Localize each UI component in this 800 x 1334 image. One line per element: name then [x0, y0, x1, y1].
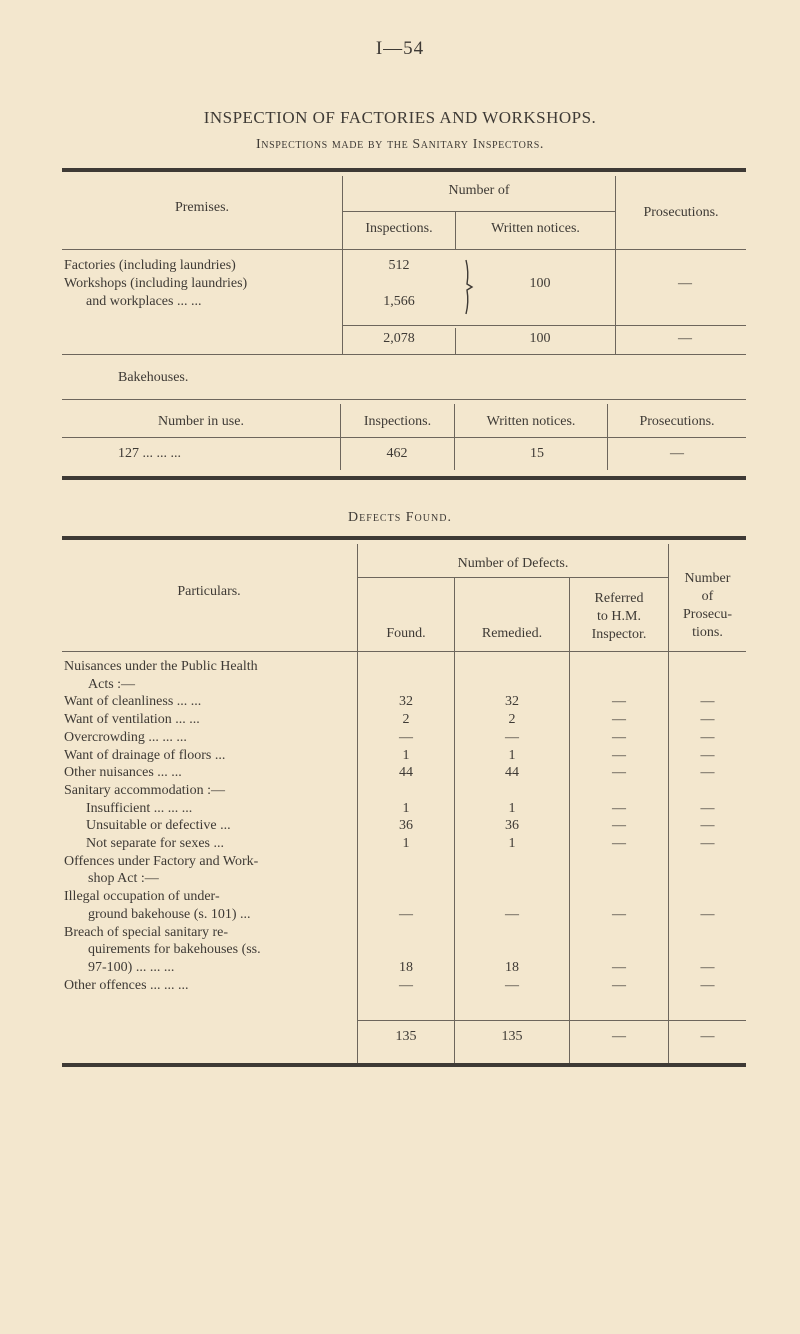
header-found: Found.	[386, 626, 426, 641]
found-cell: —	[399, 906, 413, 922]
premises-written-notices-value: 100	[529, 276, 551, 291]
remedied-cell	[455, 782, 569, 800]
header-prosecutions-line: tions.	[692, 625, 723, 640]
referred-cell: —	[612, 836, 626, 852]
referred-cell: —	[612, 765, 626, 781]
rule	[343, 211, 615, 212]
defect-row-label: Want of ventilation ... ...	[64, 712, 200, 728]
header-number-in-use: Number in use.	[158, 414, 244, 429]
prosecutions-cell	[669, 782, 746, 800]
remedied-cell: —	[505, 977, 519, 993]
rule	[455, 328, 456, 354]
premises-total-prosecutions: —	[678, 331, 692, 346]
found-cell	[358, 888, 454, 906]
page-subtitle: Inspections made by the Sanitary Inspectors.	[256, 137, 544, 152]
defect-row-label: Other offences ... ... ...	[64, 977, 189, 993]
table-bottom-rule	[62, 476, 746, 480]
defect-row-label: Insufficient ... ... ...	[86, 800, 193, 816]
defect-row-label: Illegal occupation of under-	[64, 889, 220, 905]
header-prosecutions: Prosecutions.	[643, 205, 719, 220]
remedied-cell: 1	[508, 747, 516, 763]
header-referred	[570, 590, 668, 644]
premises-total-written-notices: 100	[529, 331, 551, 346]
defect-row-label: Acts :—	[88, 676, 136, 692]
header-written-notices: Written notices.	[491, 221, 580, 236]
defect-row-label: ground bakehouse (s. 101) ...	[88, 906, 251, 922]
total-found: 135	[395, 1029, 417, 1044]
page-title: INSPECTION OF FACTORIES AND WORKSHOPS.	[203, 108, 597, 127]
referred-cell: —	[612, 800, 626, 816]
remedied-cell	[455, 870, 569, 888]
rule	[342, 176, 343, 354]
found-cell: 36	[399, 818, 413, 834]
header-written-notices: Written notices.	[486, 414, 576, 429]
found-cell	[358, 658, 454, 676]
referred-cell	[570, 676, 668, 694]
prosecutions-cell: —	[700, 800, 715, 816]
header-prosecutions-line: Prosecu-	[683, 607, 732, 622]
found-column	[358, 658, 454, 994]
prosecutions-cell: —	[700, 729, 715, 745]
table-top-rule	[62, 536, 746, 540]
prosecutions-cell	[669, 853, 746, 871]
remedied-cell	[455, 924, 569, 942]
prosecutions-cell: —	[700, 906, 715, 922]
referred-cell	[570, 888, 668, 906]
bakehouses-label: Bakehouses.	[118, 370, 189, 385]
referred-cell: —	[612, 729, 626, 745]
remedied-cell	[455, 941, 569, 959]
found-cell: 32	[399, 694, 413, 710]
referred-cell	[570, 658, 668, 676]
found-cell: 2	[402, 712, 410, 728]
found-cell	[358, 853, 454, 871]
remedied-cell	[455, 676, 569, 694]
defect-row-label: Breach of special sanitary re-	[64, 924, 229, 940]
total-remedied: 135	[501, 1029, 523, 1044]
header-inspections: Inspections.	[365, 221, 433, 236]
remedied-cell	[455, 888, 569, 906]
table-top-rule	[62, 168, 746, 172]
found-cell: 1	[402, 747, 410, 763]
premises-row-label: Workshops (including laundries)	[64, 276, 248, 291]
bakehouses-inspections: 462	[386, 446, 408, 461]
prosecutions-cell: —	[700, 712, 715, 728]
prosecutions-column	[669, 658, 746, 994]
prosecutions-cell	[669, 941, 746, 959]
prosecutions-cell	[669, 676, 746, 694]
referred-cell: —	[612, 694, 626, 710]
defect-row-label: Nuisances under the Public Health	[64, 659, 258, 674]
found-cell	[358, 782, 454, 800]
defects-labels	[64, 658, 261, 994]
remedied-cell: 1	[508, 800, 516, 816]
prosecutions-cell	[669, 888, 746, 906]
prosecutions-cell: —	[700, 977, 715, 993]
premises-prosecutions-value: —	[678, 276, 692, 291]
remedied-cell: 32	[505, 694, 519, 710]
defect-row-label: shop Act :—	[88, 871, 159, 887]
header-prosecutions: Prosecutions.	[639, 414, 715, 429]
prosecutions-cell	[669, 924, 746, 942]
found-cell: 1	[402, 800, 410, 816]
defect-row-label: Unsuitable or defective ...	[86, 818, 231, 834]
brace-icon	[462, 258, 476, 316]
table-bottom-rule	[62, 1063, 746, 1067]
prosecutions-cell: —	[700, 959, 715, 975]
defect-row-label: Overcrowding ... ... ...	[64, 729, 187, 745]
referred-cell	[570, 782, 668, 800]
referred-cell	[570, 924, 668, 942]
found-cell	[358, 676, 454, 694]
rule	[358, 577, 668, 578]
total-referred: —	[612, 1029, 626, 1044]
defect-row-label: Other nuisances ... ...	[64, 765, 182, 781]
referred-cell: —	[612, 977, 626, 993]
referred-cell: —	[612, 712, 626, 728]
rule	[62, 399, 746, 400]
remedied-cell: 1	[508, 836, 516, 852]
prosecutions-cell: —	[700, 836, 715, 852]
found-cell: 18	[399, 959, 413, 975]
table-bottom-rule	[62, 354, 746, 355]
rule	[62, 437, 746, 438]
header-number-of-defects: Number of Defects.	[457, 556, 569, 571]
found-cell	[358, 924, 454, 942]
rule	[615, 176, 616, 354]
referred-column	[570, 658, 668, 994]
found-cell: 1	[402, 836, 410, 852]
defect-row-label: Want of drainage of floors ...	[64, 747, 226, 763]
bakehouses-prosecutions: —	[670, 446, 684, 461]
referred-cell	[570, 870, 668, 888]
header-remedied: Remedied.	[481, 626, 543, 641]
defect-row-label: Not separate for sexes ...	[86, 836, 225, 852]
defect-row-label: Sanitary accommodation :—	[64, 782, 225, 798]
prosecutions-cell: —	[700, 765, 715, 781]
referred-cell: —	[612, 906, 626, 922]
section-heading: Defects Found.	[348, 510, 452, 525]
header-premises: Premises.	[174, 200, 230, 215]
totals-rule	[358, 1020, 746, 1021]
header-prosecutions-line: of	[701, 589, 714, 604]
prosecutions-cell: —	[700, 818, 715, 834]
defect-row-label: 97-100) ... ... ...	[88, 959, 175, 975]
header-bottom-rule	[62, 651, 746, 652]
prosecutions-cell	[669, 870, 746, 888]
found-cell	[358, 941, 454, 959]
referred-cell	[570, 941, 668, 959]
remedied-cell: 44	[505, 765, 519, 781]
remedied-cell: —	[505, 906, 519, 922]
header-bottom-rule	[62, 249, 746, 250]
remedied-column	[455, 658, 569, 994]
header-referred-line: Inspector.	[591, 627, 647, 642]
premises-inspections-value: 512	[388, 258, 410, 273]
remedied-cell	[455, 658, 569, 676]
premises-total-inspections: 2,078	[383, 331, 415, 346]
header-number-of: Number of	[448, 183, 510, 198]
remedied-cell	[455, 853, 569, 871]
premises-row-label: Factories (including laundries)	[64, 258, 236, 273]
referred-cell: —	[612, 818, 626, 834]
prosecutions-cell	[669, 658, 746, 676]
rule	[455, 212, 456, 250]
remedied-cell: 2	[508, 712, 516, 728]
defect-row-label: Offences under Factory and Work-	[64, 853, 259, 869]
header-inspections: Inspections.	[363, 414, 432, 429]
remedied-cell: 18	[505, 959, 519, 975]
defect-row-label: quirements for bakehouses (ss.	[88, 942, 261, 958]
bakehouses-written-notices: 15	[530, 446, 544, 461]
found-cell: —	[399, 729, 413, 745]
found-cell: —	[399, 977, 413, 993]
found-cell	[358, 870, 454, 888]
header-particulars: Particulars.	[177, 584, 241, 599]
referred-cell: —	[612, 959, 626, 975]
remedied-cell: 36	[505, 818, 519, 834]
bakehouses-number-in-use: 127 ... ... ...	[118, 446, 181, 461]
header-prosecutions-line: Number	[684, 571, 731, 586]
found-cell: 44	[399, 765, 413, 781]
defect-row-label: Want of cleanliness ... ...	[64, 694, 202, 710]
prosecutions-cell: —	[700, 747, 715, 763]
remedied-cell: —	[505, 729, 519, 745]
header-prosecutions	[669, 570, 746, 642]
referred-cell	[570, 853, 668, 871]
header-referred-line: Referred	[594, 591, 644, 606]
premises-inspections-value: 1,566	[383, 294, 415, 309]
header-referred-line: to H.M.	[597, 609, 641, 624]
premises-row-label: and workplaces ... ...	[86, 294, 202, 309]
subtotal-rule	[343, 325, 746, 326]
total-prosecutions: —	[700, 1029, 715, 1044]
prosecutions-cell: —	[700, 694, 715, 710]
referred-cell: —	[612, 747, 626, 763]
page-number: I—54	[375, 38, 425, 59]
